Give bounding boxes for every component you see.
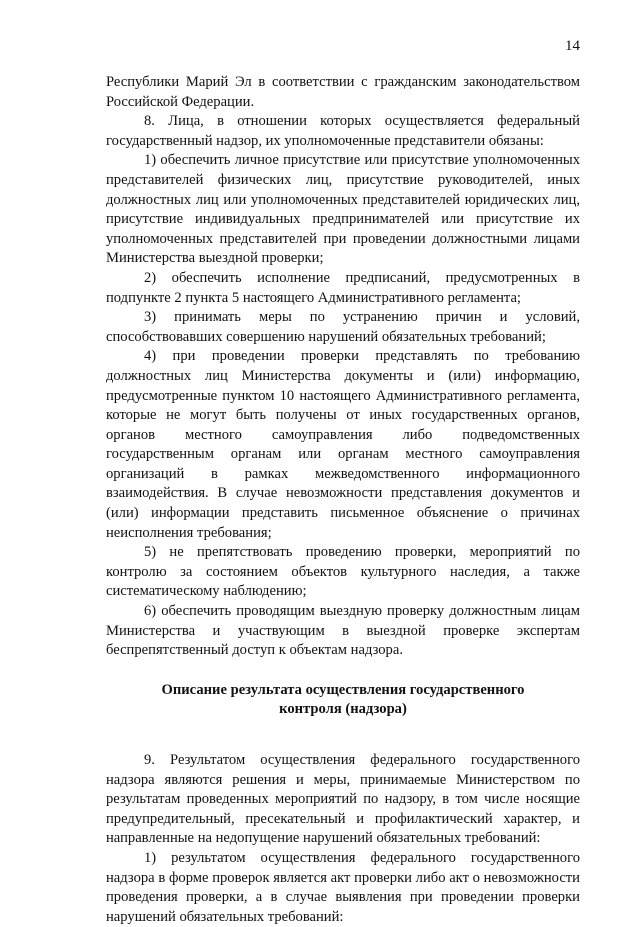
list-item-obligation-2: 2) обеспечить исполнение предписаний, предусмотренных в подпункте 2 пункта 5 настоящего Административного регламента; (106, 269, 580, 306)
page-number: 14 (565, 38, 580, 54)
paragraph-item-9: 9. Результатом осуществления федерального государственного надзора являются решения и меры, принимаемые Министерством по результатам проведенных мероприятий по надзору, в том числе носящие предупредительный, пресекательный и профилактический характер, и направленные на недопущение нарушений обязательных требований: (106, 752, 580, 847)
list-item-obligation-3: 3) принимать меры по устранению причин и условий, способствовавших совершению нарушений обязательных требований; (106, 309, 580, 345)
list-item-result-1: 1) результатом осуществления федерального государственного надзора в форме проверок является акт проверки либо акт о невозможности проведения проверки, а в случае выявления при проведении проверки нарушений обязательных требований: (106, 849, 580, 925)
list-item-obligation-1: 1) обеспечить личное присутствие или присутствие уполномоченных представителей физических лиц, присутствие руководителей, иных должностных лиц или уполномоченных представителей юридических лиц, присутствие индивидуальных предпринимателей или присутствие их уполномоченных представителей при проведении должностными лицами Министерства выездной проверки; (106, 152, 580, 267)
paragraph-continuation: Республики Марий Эл в соответствии с гражданским законодательством Российской Федерации. (106, 74, 580, 110)
section-heading (106, 681, 580, 720)
list-item-obligation-6: 6) обеспечить проводящим выездную проверку должностным лицам Министерства и участвующим в выездной проверке экспертам беспрепятственный доступ к объектам надзора. (106, 603, 580, 659)
list-item-obligation-4: 4) при проведении проверки представлять по требованию должностных лиц Министерства документы и (или) информацию, предусмотренные пунктом 10 настоящего Административного регламента, которые не могут быть получены от иных государственных органов, органов местного самоуправления либо подведомственных государственным органам или органам местного самоуправления организаций в рамках межведомственного информационного взаимодействия. В случае невозможности представления документов и (или) информации представить письменное объяснение о причинах неисполнения требования; (106, 348, 580, 541)
document-body (106, 73, 580, 927)
section-heading-line-2: контроля (надзора) (279, 701, 407, 718)
section-heading-line-1: Описание результата осуществления государственного (161, 681, 525, 698)
paragraph-item-8: 8. Лица, в отношении которых осуществляется федеральный государственный надзор, их уполномоченные представители обязаны: (106, 113, 580, 149)
list-item-obligation-5: 5) не препятствовать проведению проверки, мероприятий по контролю за состоянием объектов культурного наследия, а также систематическому наблюдению; (106, 544, 580, 600)
